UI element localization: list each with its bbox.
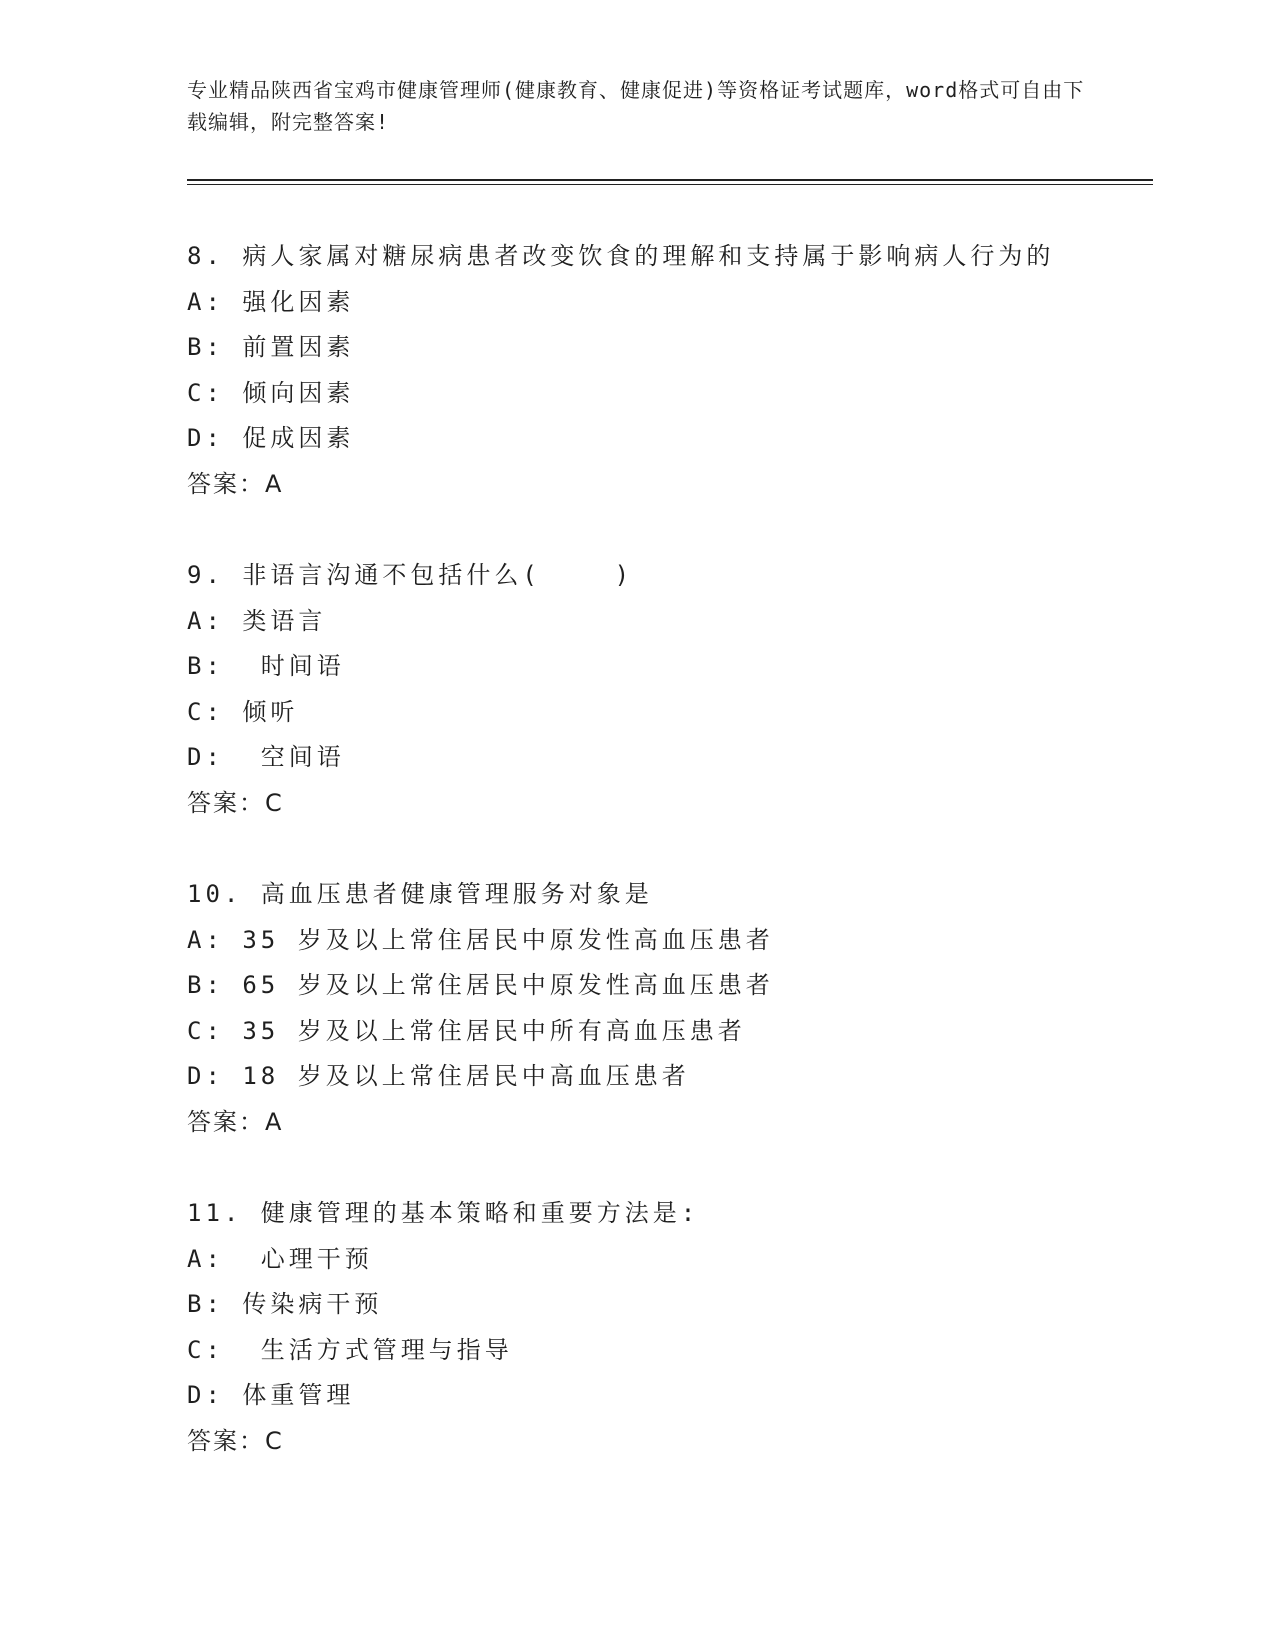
question-11	[187, 1191, 1167, 1464]
question-10	[187, 872, 1167, 1145]
option-a: A: 类语言	[187, 606, 327, 635]
answer-value: A	[265, 1107, 283, 1136]
question-9	[187, 553, 1167, 826]
question-stem: 10. 高血压患者健康管理服务对象是	[187, 880, 653, 908]
document-header: 专业精品陕西省宝鸡市健康管理师(健康教育、健康促进)等资格证考试题库，word格式可自由下载编辑，附完整答案!	[187, 78, 1085, 134]
answer-label: 答案：	[187, 1426, 265, 1455]
option-b: B: 时间语	[187, 652, 345, 680]
answer-line	[187, 1100, 1167, 1146]
option-b: B: 传染病干预	[187, 1290, 383, 1318]
option-c: C: 35 岁及以上常住居民中所有高血压患者	[187, 1016, 746, 1045]
option-c: C: 倾听	[187, 697, 299, 726]
answer-value: C	[265, 788, 283, 817]
answer-label: 答案：	[187, 469, 265, 498]
option-d: D: 空间语	[187, 743, 345, 771]
option-a: A: 35 岁及以上常住居民中原发性高血压患者	[187, 925, 774, 954]
header-divider-thin	[187, 184, 1153, 185]
option-a: A: 强化因素	[187, 287, 355, 316]
question-stem: 8. 病人家属对糖尿病患者改变饮食的理解和支持属于影响病人行为的	[187, 242, 1055, 270]
answer-line	[187, 462, 1167, 508]
option-c: C: 生活方式管理与指导	[187, 1335, 513, 1364]
answer-value: C	[265, 1426, 283, 1455]
question-stem: 11. 健康管理的基本策略和重要方法是:	[187, 1199, 700, 1227]
option-c: C: 倾向因素	[187, 378, 355, 407]
option-d: D: 促成因素	[187, 424, 355, 452]
question-stem: 9. 非语言沟通不包括什么( )	[187, 561, 634, 589]
option-b: B: 前置因素	[187, 333, 355, 361]
answer-label: 答案：	[187, 1107, 265, 1136]
answer-line	[187, 1419, 1167, 1465]
option-d: D: 18 岁及以上常住居民中高血压患者	[187, 1062, 690, 1090]
answer-line	[187, 781, 1167, 827]
question-8	[187, 234, 1167, 507]
option-d: D: 体重管理	[187, 1381, 355, 1409]
header-divider-thick	[187, 179, 1153, 181]
answer-value: A	[265, 469, 283, 498]
answer-label: 答案：	[187, 788, 265, 817]
option-a: A: 心理干预	[187, 1244, 373, 1273]
option-b: B: 65 岁及以上常住居民中原发性高血压患者	[187, 971, 774, 999]
question-list	[187, 234, 1167, 1510]
